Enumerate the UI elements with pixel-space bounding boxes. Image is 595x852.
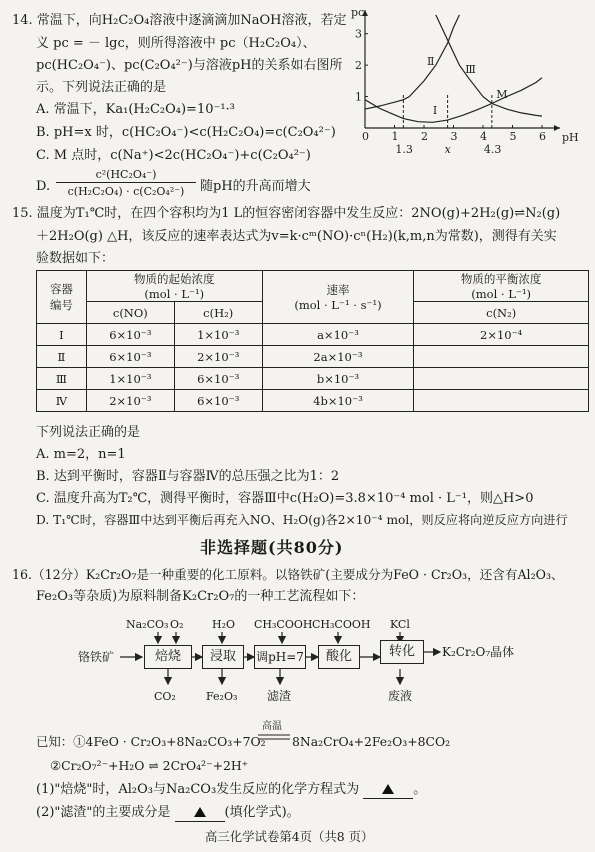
x-tick-label: 0 — [362, 130, 369, 143]
q14-line-1: 14. 常温下，向H₂C₂O₄溶液中逐滴滴加NaOH溶液，若定 — [12, 13, 347, 28]
row-h2: 6×10⁻³ — [174, 368, 262, 390]
q15-line-2: ＋2H₂O(g) △H，该反应的速率表达式为v=k·cᵐ(NO)·cⁿ(H₂)(k,m,n为常数)，测得有关实 — [36, 229, 557, 244]
x-mark-label: 1.3 — [395, 143, 413, 156]
x-tick-label: 6 — [539, 130, 546, 143]
equals-sign-icon — [258, 733, 292, 741]
row-no: 2×10⁻³ — [86, 390, 174, 412]
flow-step-acidify: 酸化 — [318, 645, 360, 669]
table-subheader-no: c(NO) — [86, 302, 174, 324]
q14-line-3: pc(HC₂O₄⁻)、pc(C₂O₄²⁻)与溶液pH的关系如右图所 — [36, 58, 343, 73]
q15-question: 下列说法正确的是 — [36, 425, 141, 440]
answer-blank — [175, 804, 225, 822]
flow-step-leach: 浸取 — [202, 645, 244, 669]
q14-option-d-suffix: 随pH的升高而增大 — [200, 179, 311, 194]
q15-option-b: B. 达到平衡时，容器Ⅱ与容器Ⅳ的总压强之比为1：2 — [36, 469, 340, 484]
q15-option-a: A. m=2，n=1 — [36, 447, 126, 462]
flow-step-convert: 转化 — [380, 640, 424, 664]
x-tick-label: 3 — [450, 130, 458, 143]
x-tick-label: 5 — [509, 130, 517, 143]
flow-input: 铬铁矿 — [78, 650, 115, 664]
x-tick-label: 2 — [421, 130, 428, 143]
point-label-m: M — [496, 88, 508, 102]
y-axis-label: pc — [351, 6, 365, 19]
row-rate: 2a×10⁻³ — [262, 346, 414, 368]
flow-reagent-kcl: KCl — [390, 618, 410, 631]
q14-line-4: 示。下列说法正确的是 — [36, 80, 167, 95]
flow-reagent-acetic-2: CH₃COOH — [312, 618, 371, 631]
page-footer: 高三化学试卷第4页（共8 页） — [205, 829, 374, 844]
known-eq1-condition: 高温 — [262, 721, 282, 732]
known-eq1-right: 8Na₂CrO₄+2Fe₂O₃+8CO₂ — [292, 734, 451, 749]
row-no: 6×10⁻³ — [86, 346, 174, 368]
q16-sub2-end: (填化学式)。 — [224, 805, 300, 820]
table-header-equilibrium-label: 物质的平衡浓度 — [460, 272, 542, 286]
flow-product-waste: 废液 — [388, 689, 413, 703]
row-no: 6×10⁻³ — [86, 324, 174, 346]
q15-option-d: D. T₁℃时，容器Ⅲ中达到平衡后再充入NO、H₂O(g)各2×10⁻⁴ mol，则反应将向逆反应方向进行 — [36, 513, 568, 527]
series-label: Ⅲ — [465, 63, 476, 76]
row-no: 1×10⁻³ — [86, 368, 174, 390]
flow-step-adjust-ph: 调pH=7 — [254, 645, 306, 669]
table-subheader-n2: c(N₂) — [414, 302, 589, 324]
q14-option-b: B. pH=x 时，c(HC₂O₄⁻)<c(H₂C₂O₄)=c(C₂O₄²⁻) — [36, 125, 336, 140]
q15-line-1: 15. 温度为T₁℃时，在四个容积均为1 L的恒容密闭容器中发生反应：2NO(g)+2H₂(g)⇌N₂(g) — [12, 206, 561, 221]
row-h2: 6×10⁻³ — [174, 390, 262, 412]
row-h2: 1×10⁻³ — [174, 324, 262, 346]
table-header-initial-label: 物质的起始浓度 — [134, 272, 215, 286]
x-mark-label: 4.3 — [483, 143, 502, 156]
section-title: 非选择题(共80分) — [200, 538, 344, 557]
row-id: Ⅳ — [37, 390, 87, 412]
q16-sub2-text: (2)"滤渣"的主要成分是 — [36, 805, 171, 820]
table-header-initial-unit: (mol · L⁻¹) — [144, 287, 205, 301]
q14-option-d-numerator: c²(HC₂O₄⁻) — [56, 167, 196, 183]
flow-reagent-h2o: H₂O — [212, 618, 236, 631]
q14-option-d-prefix: D. — [36, 179, 51, 194]
flow-output: K₂Cr₂O₇晶体 — [442, 645, 515, 659]
triangle-icon — [382, 784, 394, 794]
x-mark-label: x — [444, 143, 451, 156]
row-rate: a×10⁻³ — [262, 324, 414, 346]
row-n2: 2×10⁻⁴ — [414, 324, 589, 346]
y-tick-label: 1 — [355, 90, 362, 104]
x-tick-label: 1 — [391, 130, 399, 143]
flow-product-residue: 滤渣 — [267, 689, 292, 703]
flow-reagent-na2co3: Na₂CO₃ — [126, 618, 169, 631]
table-header-rate-label: 速率 — [326, 283, 350, 297]
q16-sub1 — [36, 781, 426, 799]
row-rate: 4b×10⁻³ — [262, 390, 414, 412]
triangle-icon — [194, 807, 206, 817]
x-tick-label: 4 — [480, 130, 487, 143]
q16-line-2: Fe₂O₃等杂质)为原料制备K₂Cr₂O₇的一种工艺流程如下： — [36, 589, 365, 604]
flow-reagent-o2: O₂ — [170, 618, 184, 631]
flow-product-co2: CO₂ — [154, 690, 176, 703]
q14-line-2: 义 pc = － lgc，则所得溶液中 pc（H₂C₂O₄）、 — [36, 36, 316, 51]
q16-line-1: 16.（12分）K₂Cr₂O₇是一种重要的化工原料。以铬铁矿(主要成分为FeO · Cr₂O₃，还含有Al₂O₃、 — [12, 567, 564, 582]
row-id: Ⅰ — [37, 324, 87, 346]
row-h2: 2×10⁻³ — [174, 346, 262, 368]
q14-option-c: C. M 点时，c(Na⁺)<2c(HC₂O₄⁻)+c(C₂O₄²⁻) — [36, 148, 311, 163]
flow-step-roast: 焙烧 — [144, 645, 192, 669]
table-header-number-label: 编号 — [49, 298, 73, 312]
table-header-rate-unit: (mol · L⁻¹ · s⁻¹) — [294, 298, 382, 312]
q16-sub1-end: 。 — [413, 782, 427, 797]
row-id: Ⅲ — [37, 368, 87, 390]
q15-option-c: C. 温度升高为T₂℃，测得平衡时，容器Ⅲ中c(H₂O)=3.8×10⁻⁴ mol · L⁻¹，则△H>0 — [36, 491, 534, 506]
x-axis-label: pH — [562, 131, 579, 144]
table-header-equilibrium-unit: (mol · L⁻¹) — [471, 287, 532, 301]
known-eq1-left: 已知：①4FeO · Cr₂O₃+8Na₂CO₃+7O₂ — [36, 734, 266, 749]
q14-option-a: A. 常温下，Ka₁(H₂C₂O₄)=10⁻¹·³ — [36, 102, 235, 117]
row-id: Ⅱ — [37, 346, 87, 368]
flow-reagent-acetic-1: CH₃COOH — [254, 618, 313, 631]
q16-sub2 — [36, 804, 300, 822]
series-label: Ⅱ — [426, 55, 435, 69]
flow-product-fe2o3: Fe₂O₃ — [206, 690, 238, 703]
known-eq2: ②Cr₂O₇²⁻+H₂O ⇌ 2CrO₄²⁻+2H⁺ — [50, 758, 249, 773]
y-tick-label: 3 — [355, 27, 362, 41]
table-subheader-h2: c(H₂) — [174, 302, 262, 324]
q15-line-3: 验数据如下： — [36, 251, 115, 266]
q16-sub1-text: (1)"焙烧"时，Al₂O₃与Na₂CO₃发生反应的化学方程式为 — [36, 782, 360, 797]
series-label: Ⅰ — [432, 103, 438, 117]
q14-option-d-denominator: c(H₂C₂O₄) · c(C₂O₄²⁻) — [67, 185, 185, 198]
answer-blank — [363, 781, 413, 799]
table-header-container-label: 容器 — [49, 282, 73, 296]
y-tick-label: 2 — [355, 59, 362, 73]
row-rate: b×10⁻³ — [262, 368, 414, 390]
